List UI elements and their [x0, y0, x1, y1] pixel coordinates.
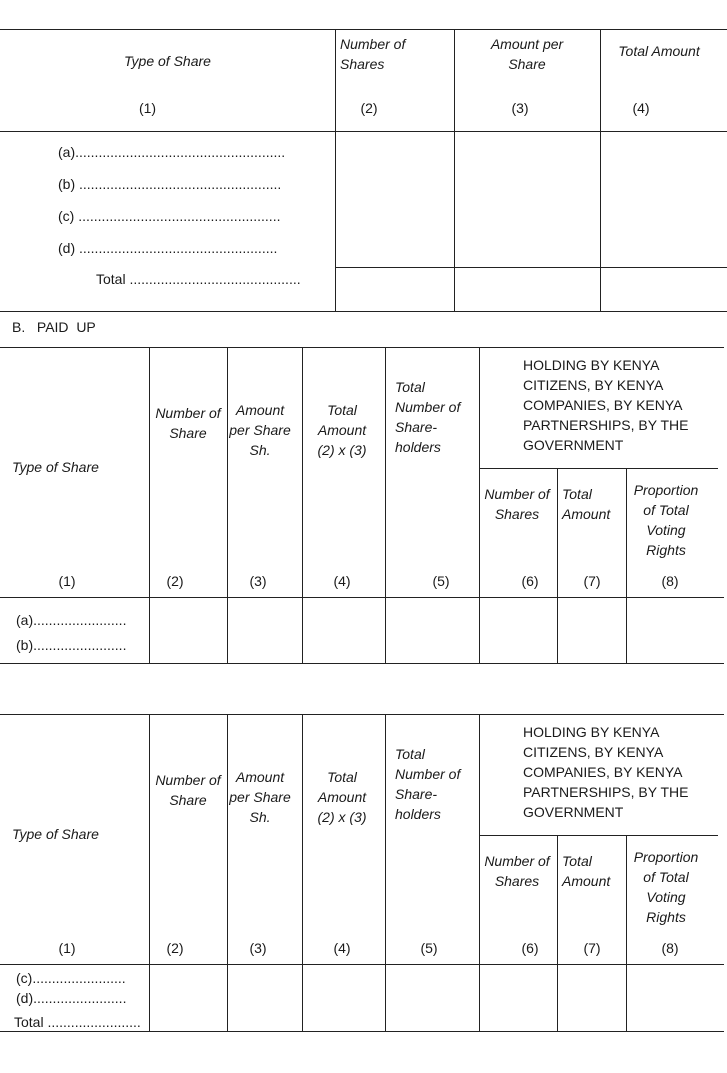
section-heading-paid-up: B. PAID UP [12, 319, 96, 335]
column-header-amount-per-share: Amount per Share Sh. [229, 402, 291, 458]
column-number: (1) [138, 100, 157, 116]
rule [149, 714, 150, 1032]
rule [454, 29, 455, 312]
column-number: (4) [333, 573, 351, 589]
share-row-c: (c)........................ [16, 970, 126, 986]
column-header-total-shareholders: Total Number of Share-holders [395, 379, 461, 455]
share-row-b: (b)........................ [16, 637, 127, 653]
column-number: (5) [432, 573, 450, 589]
column-number: (2) [360, 100, 378, 116]
column-number: (6) [521, 940, 539, 956]
rule [0, 131, 727, 132]
column-header-total-amount: Total Amount [618, 43, 700, 59]
rule [335, 29, 336, 312]
rule [0, 663, 724, 664]
share-row-a: (a)........................ [16, 612, 127, 628]
rule [0, 347, 724, 348]
column-number: (1) [58, 573, 76, 589]
rule [479, 714, 480, 1032]
column-number: (8) [661, 573, 679, 589]
group-header-kenya-holding: HOLDING BY KENYA CITIZENS, BY KENYA COMPANIES, BY KENYA PARTNERSHIPS, BY THE GOVERNMENT [523, 357, 689, 453]
column-number: (2) [166, 940, 184, 956]
column-number: (3) [249, 573, 267, 589]
column-header-number-of-shares: Number of Shares [484, 853, 550, 889]
column-number: (3) [511, 100, 529, 116]
column-number: (5) [420, 940, 438, 956]
share-row-a: (a)...................................................... [58, 144, 286, 160]
column-header-total-amount-holding: Total Amount [562, 486, 611, 522]
column-header-number-of-shares: Number of Shares [340, 36, 406, 72]
rule [0, 964, 724, 965]
rule [557, 468, 558, 664]
share-row-total: Total ........................ [14, 1014, 141, 1030]
share-row-c: (c) .................................................... [58, 208, 281, 224]
column-header-number-of-share: Number of Share [155, 772, 221, 808]
column-number: (4) [632, 100, 650, 116]
rule [0, 29, 727, 30]
column-header-number-of-shares: Number of Shares [484, 486, 550, 522]
column-header-proportion-voting-rights: Proportion of Total Voting Rights [633, 849, 699, 925]
column-number: (3) [249, 940, 267, 956]
column-number: (2) [166, 573, 184, 589]
rule [302, 347, 303, 664]
column-header-amount-per-share: Amount per Share Sh. [229, 769, 291, 825]
rule [385, 714, 386, 1032]
column-header-type-of-share: Type of Share [124, 53, 211, 69]
rule [479, 835, 718, 836]
rule [479, 468, 718, 469]
column-header-amount-per-share: Amount per Share [490, 36, 564, 72]
rule [0, 714, 724, 715]
share-row-d: (d) ................................................... [58, 240, 278, 256]
rule [385, 347, 386, 664]
rule [227, 347, 228, 664]
column-header-proportion-voting-rights: Proportion of Total Voting Rights [633, 482, 699, 558]
column-header-total-amount: Total Amount (2) x (3) [317, 769, 367, 825]
rule [302, 714, 303, 1032]
rule [227, 714, 228, 1032]
column-header-total-amount-holding: Total Amount [562, 853, 611, 889]
share-row-b: (b) .................................................... [58, 176, 282, 192]
share-row-d: (d)........................ [16, 990, 127, 1006]
column-number: (8) [661, 940, 679, 956]
column-header-total-amount: Total Amount (2) x (3) [317, 402, 367, 458]
rule [600, 29, 601, 312]
rule [479, 347, 480, 664]
column-header-type-of-share: Type of Share [12, 459, 99, 475]
rule [335, 267, 727, 268]
share-row-total: Total ............................................ [96, 271, 301, 287]
rule [557, 835, 558, 1032]
group-header-kenya-holding: HOLDING BY KENYA CITIZENS, BY KENYA COMPANIES, BY KENYA PARTNERSHIPS, BY THE GOVERNMENT [523, 724, 689, 820]
rule [149, 347, 150, 664]
column-number: (4) [333, 940, 351, 956]
column-header-number-of-share: Number of Share [155, 405, 221, 441]
column-header-type-of-share: Type of Share [12, 826, 99, 842]
column-header-total-shareholders: Total Number of Share-holders [395, 746, 461, 822]
rule [0, 597, 724, 598]
column-number: (7) [583, 940, 601, 956]
column-number: (7) [583, 573, 601, 589]
column-number: (1) [58, 940, 76, 956]
column-number: (6) [521, 573, 539, 589]
rule [0, 311, 727, 312]
